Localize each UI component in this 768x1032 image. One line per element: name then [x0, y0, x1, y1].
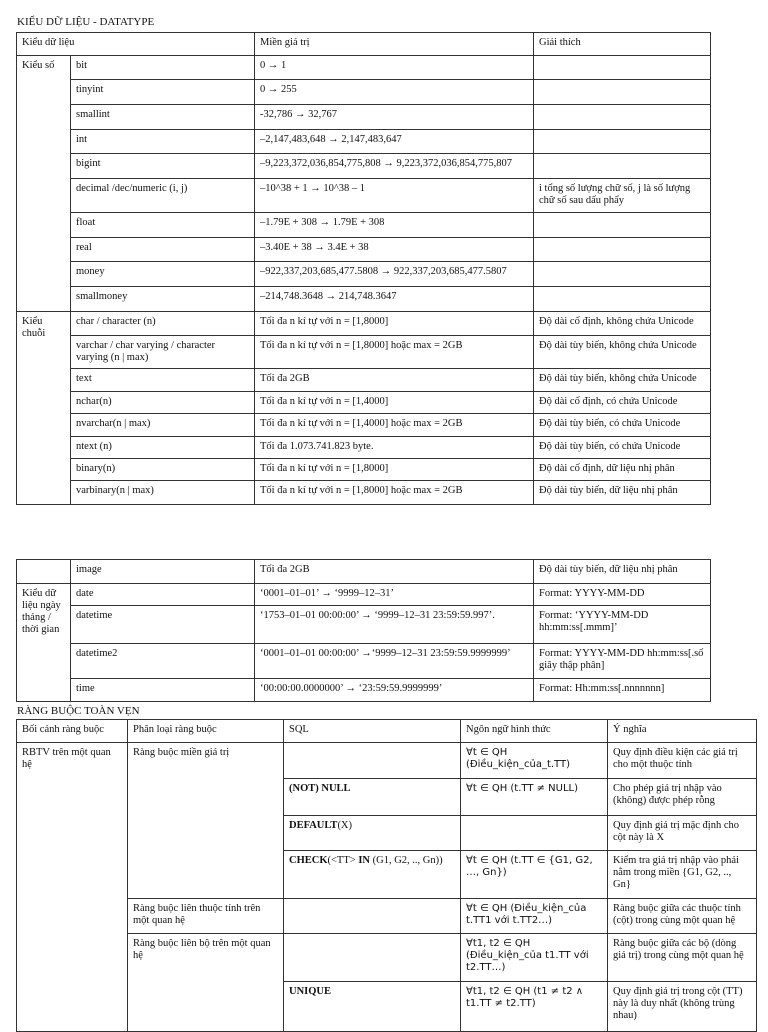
type-cell: datetime2: [71, 644, 255, 679]
formal-cell: ∀t ∈ QH (t.TT ≠ NULL): [461, 779, 608, 816]
formal-cell: [461, 816, 608, 851]
note-cell: [534, 154, 711, 179]
table-row: [17, 154, 711, 179]
note-cell: Format: YYYY-MM-DD: [534, 584, 711, 606]
table-row: [17, 262, 711, 287]
type-cell: smallmoney: [71, 287, 255, 312]
range-cell: –2,147,483,648 → 2,147,483,647: [255, 130, 534, 154]
table-row: [17, 414, 711, 437]
formal-cell: ∀t ∈ QH (Điều_kiện_của t.TT1 với t.TT2…): [461, 899, 608, 934]
range-cell: ‘1753–01–01 00:00:00’ → ‘9999–12–31 23:59:59.997’.: [255, 606, 534, 644]
range-cell: 0 → 1: [255, 56, 534, 80]
range-cell: Tối đa 2GB: [255, 369, 534, 392]
type-cell: nvarchar(n | max): [71, 414, 255, 437]
note-cell: Độ dài cố định, dữ liệu nhị phân: [534, 459, 711, 481]
type-cell: binary(n): [71, 459, 255, 481]
table-row: [17, 238, 711, 262]
table-row: [17, 644, 711, 679]
table-row: [17, 899, 757, 934]
note-cell: Độ dài tùy biến, có chứa Unicode: [534, 414, 711, 437]
type-cell: decimal /dec/numeric (i, j): [71, 179, 255, 213]
note-cell: Độ dài tùy biến, không chứa Unicode: [534, 369, 711, 392]
range-cell: –214,748.3648 → 214,748.3647: [255, 287, 534, 312]
range-cell: –922,337,203,685,477.5808 → 922,337,203,685,477.5807: [255, 262, 534, 287]
formal-cell: ∀t ∈ QH (t.TT ∈ {G1, G2, …, Gn}): [461, 851, 608, 899]
header-range: Miền giá trị: [255, 33, 534, 56]
meaning-cell: Quy định giá trị mặc định cho cột này là X: [608, 816, 757, 851]
table-row: [17, 130, 711, 154]
range-cell: Tối đa n kí tự với n = [1,8000]: [255, 312, 534, 336]
meaning-cell: Cho phép giá trị nhập vào (không) được phép rỗng: [608, 779, 757, 816]
header-meaning: Ý nghĩa: [608, 720, 757, 743]
sql-keyword: (NOT) NULL: [289, 783, 351, 794]
group-numeric: Kiểu số: [17, 56, 71, 312]
table-row: [17, 459, 711, 481]
sql-args: (X): [337, 820, 353, 831]
range-cell: Tối đa n kí tự với n = [1,8000]: [255, 459, 534, 481]
sql-cell: [284, 851, 461, 899]
sql-cell: [284, 816, 461, 851]
group-datetime: Kiểu dữ liệu ngày tháng / thời gian: [17, 584, 71, 702]
type-cell: real: [71, 238, 255, 262]
table-row: [17, 743, 757, 779]
context-cell: RBTV trên một quan hệ: [17, 743, 128, 1032]
header-type: Kiểu dữ liệu: [17, 33, 255, 56]
category-cell: Ràng buộc liên thuộc tính trên một quan hệ: [128, 899, 284, 934]
range-cell: Tối đa n kí tự với n = [1,4000]: [255, 392, 534, 414]
type-cell: float: [71, 213, 255, 238]
range-cell: –9,223,372,036,854,775,808 → 9,223,372,036,854,775,807: [255, 154, 534, 179]
datatype-heading: KIỂU DỮ LIỆU - DATATYPE: [17, 16, 155, 28]
range-cell: ‘0001–01–01’ → ‘9999–12–31’: [255, 584, 534, 606]
header-note: Giải thích: [534, 33, 711, 56]
meaning-cell: Quy định giá trị trong cột (TT) này là duy nhất (không trùng nhau): [608, 982, 757, 1032]
range-cell: Tối đa 1.073.741.823 byte.: [255, 437, 534, 459]
sql-cell: [284, 899, 461, 934]
sql-keyword: DEFAULT: [289, 820, 338, 831]
note-cell: Độ dài cố định, không chứa Unicode: [534, 312, 711, 336]
type-cell: date: [71, 584, 255, 606]
type-cell: char / character (n): [71, 312, 255, 336]
type-cell: bigint: [71, 154, 255, 179]
type-cell: ntext (n): [71, 437, 255, 459]
note-cell: [534, 262, 711, 287]
range-cell: Tối đa n kí tự với n = [1,8000] hoặc max = 2GB: [255, 481, 534, 505]
table-row: [17, 287, 711, 312]
note-cell: [534, 238, 711, 262]
table-row: [17, 584, 711, 606]
note-cell: [534, 130, 711, 154]
note-cell: Độ dài cố định, có chứa Unicode: [534, 392, 711, 414]
sql-cell: [284, 779, 461, 816]
note-cell: i tổng số lượng chữ số, j là số lượng chữ số sau dấu phẩy: [534, 179, 711, 213]
table-row: [17, 179, 711, 213]
sql-args: (<TT>: [327, 855, 359, 866]
table-row: [17, 679, 711, 702]
type-cell: bit: [71, 56, 255, 80]
type-cell: smallint: [71, 105, 255, 130]
datatype-table: [16, 32, 711, 505]
table-row: [17, 105, 711, 130]
sql-keyword: IN: [358, 855, 370, 866]
range-cell: –3.40E + 38 → 3.4E + 38: [255, 238, 534, 262]
table-row: [17, 213, 711, 238]
type-cell: image: [71, 560, 255, 584]
range-cell: ‘0001–01–01 00:00:00’ →‘9999–12–31 23:59:59.9999999’: [255, 644, 534, 679]
category-cell: Ràng buộc miền giá trị: [128, 743, 284, 899]
type-cell: text: [71, 369, 255, 392]
type-cell: tinyint: [71, 80, 255, 105]
meaning-cell: Ràng buộc giữa các thuộc tính (cột) trong cùng một quan hệ: [608, 899, 757, 934]
range-cell: Tối đa n kí tự với n = [1,4000] hoặc max = 2GB: [255, 414, 534, 437]
formal-cell: ∀t1, t2 ∈ QH (Điều_kiện_của t1.TT với t2.TT…): [461, 934, 608, 982]
note-cell: Format: YYYY-MM-DD hh:mm:ss[.số giây thập phân]: [534, 644, 711, 679]
sql-cell: [284, 743, 461, 779]
note-cell: [534, 287, 711, 312]
note-cell: Độ dài tùy biến, không chứa Unicode: [534, 336, 711, 369]
sql-cell: [284, 982, 461, 1032]
meaning-cell: Ràng buộc giữa các bộ (dòng giá trị) trong cùng một quan hệ: [608, 934, 757, 982]
meaning-cell: Kiểm tra giá trị nhập vào phải nằm trong miền {G1, G2, .., Gn}: [608, 851, 757, 899]
type-cell: money: [71, 262, 255, 287]
note-cell: [534, 56, 711, 80]
group-string: Kiểu chuỗi: [17, 312, 71, 505]
table-row: [17, 56, 711, 80]
meaning-cell: Quy định điều kiện các giá trị cho một thuộc tính: [608, 743, 757, 779]
range-cell: Tối đa 2GB: [255, 560, 534, 584]
note-cell: Độ dài tùy biến, dữ liệu nhị phân: [534, 560, 711, 584]
table-row: [17, 392, 711, 414]
table-row: [17, 312, 711, 336]
category-cell: Ràng buộc liên bộ trên một quan hệ: [128, 934, 284, 1032]
table-row: [17, 336, 711, 369]
header-formal: Ngôn ngữ hình thức: [461, 720, 608, 743]
sql-args: (G1, G2, .., Gn)): [369, 855, 443, 866]
header-context: Bối cảnh ràng buộc: [17, 720, 128, 743]
table-row: [17, 481, 711, 505]
header-category: Phân loại ràng buộc: [128, 720, 284, 743]
range-cell: -32,786 → 32,767: [255, 105, 534, 130]
range-cell: ‘00:00:00.0000000’ → ‘23:59:59.9999999’: [255, 679, 534, 702]
empty-cell: [17, 560, 71, 584]
note-cell: [534, 213, 711, 238]
range-cell: Tối đa n kí tự với n = [1,8000] hoặc max = 2GB: [255, 336, 534, 369]
table-row: [17, 934, 757, 982]
type-cell: int: [71, 130, 255, 154]
formal-cell: ∀t1, t2 ∈ QH (t1 ≠ t2 ∧ t1.TT ≠ t2.TT): [461, 982, 608, 1032]
header-sql: SQL: [284, 720, 461, 743]
type-cell: nchar(n): [71, 392, 255, 414]
table-row: [17, 560, 711, 584]
datetime-table: [16, 559, 711, 702]
sql-cell: [284, 934, 461, 982]
table-header-row: [17, 720, 757, 743]
type-cell: time: [71, 679, 255, 702]
note-cell: Độ dài tùy biến, có chứa Unicode: [534, 437, 711, 459]
note-cell: [534, 105, 711, 130]
type-cell: varbinary(n | max): [71, 481, 255, 505]
formal-cell: ∀t ∈ QH (Điều_kiện_của_t.TT): [461, 743, 608, 779]
range-cell: –10^38 + 1 → 10^38 – 1: [255, 179, 534, 213]
note-cell: Độ dài tùy biến, dữ liệu nhị phân: [534, 481, 711, 505]
constraint-heading: RÀNG BUỘC TOÀN VẸN: [17, 705, 140, 717]
constraint-table: [16, 719, 757, 1032]
table-row: [17, 80, 711, 105]
table-row: [17, 606, 711, 644]
note-cell: Format: ‘YYYY-MM-DD hh:mm:ss[.mmm]’: [534, 606, 711, 644]
table-row: [17, 369, 711, 392]
note-cell: Format: Hh:mm:ss[.nnnnnnn]: [534, 679, 711, 702]
type-cell: varchar / char varying / character varying (n | max): [71, 336, 255, 369]
sql-keyword: UNIQUE: [289, 986, 332, 997]
range-cell: –1.79E + 308 → 1.79E + 308: [255, 213, 534, 238]
table-header-row: [17, 33, 711, 56]
range-cell: 0 → 255: [255, 80, 534, 105]
note-cell: [534, 80, 711, 105]
sql-keyword: CHECK: [289, 855, 328, 866]
type-cell: datetime: [71, 606, 255, 644]
table-row: [17, 437, 711, 459]
